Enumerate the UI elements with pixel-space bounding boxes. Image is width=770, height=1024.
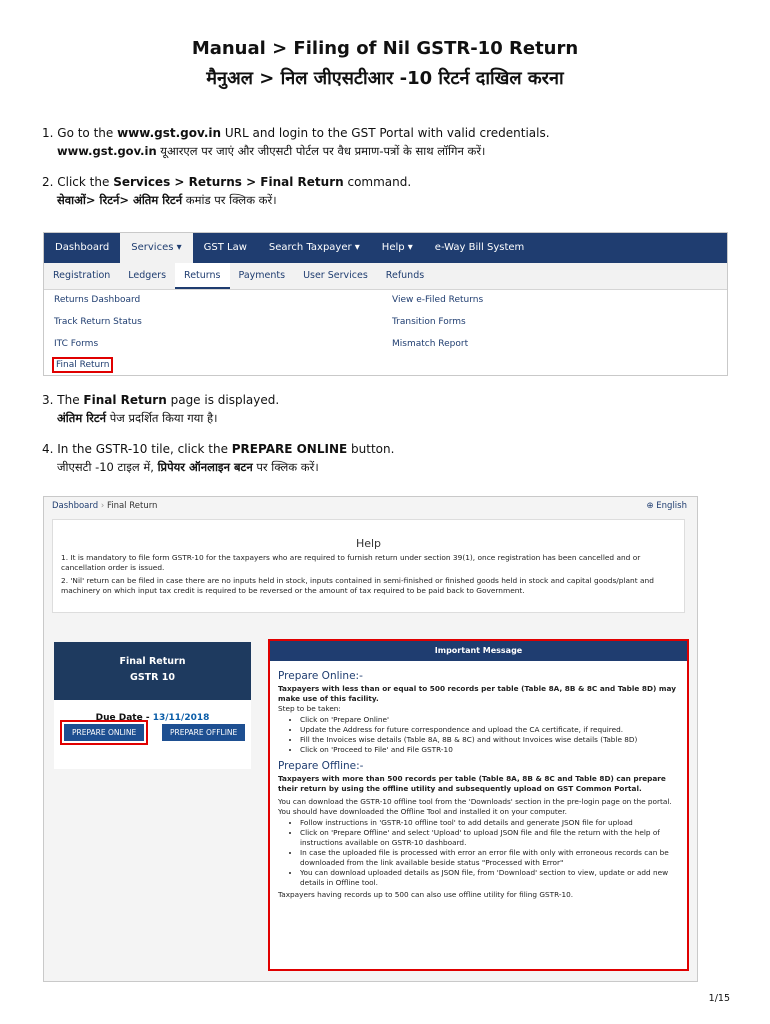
tile-header	[54, 642, 251, 700]
link-view-efiled-returns[interactable]: View e-Filed Returns	[392, 295, 484, 305]
prepare-offline-text: You can download the GSTR-10 offline tool from the 'Downloads' section in the pre-login page on the portal. You should have downloaded the Offline Tool and installed it on your computer.	[278, 797, 672, 816]
title-english: Manual > Filing of Nil GSTR-10 Return	[191, 38, 579, 59]
step-2: 2. Click the Services > Returns > Final Return command. सेवाओं> रिटर्न> अंतिम रिटर्न कमांड पर क्लिक करें।	[42, 175, 412, 207]
globe-icon: ⊕	[646, 501, 654, 511]
step-1: 1. Go to the www.gst.gov.in URL and login to the GST Portal with valid credentials. www.gst.gov.in यूआरएल पर जाएं और जीएसटी पोर्टल पर वैध प्रमाण-पत्रों के साथ लॉगिन करें।	[42, 126, 550, 158]
nav-search-taxpayer[interactable]: Search Taxpayer ▾	[268, 242, 360, 253]
link-returns-dashboard[interactable]: Returns Dashboard	[54, 295, 141, 305]
title-hindi: मैनुअल > निल जीएसटीआर -10 रिटर्न दाखिल करना	[206, 68, 564, 89]
page-number: 1/15	[708, 993, 730, 1004]
nav-services[interactable]: Services ▾	[120, 233, 192, 263]
sub-nav	[44, 263, 727, 290]
message-title: Important Message	[270, 641, 687, 661]
tile-title: Final Return	[119, 656, 186, 667]
help-panel	[52, 519, 685, 613]
portal-menu-screenshot	[43, 232, 728, 376]
prepare-online-button[interactable]: PREPARE ONLINE	[64, 724, 144, 741]
breadcrumb-separator: ›	[100, 501, 105, 511]
breadcrumb-dashboard[interactable]: Dashboard	[52, 501, 99, 511]
language-selector[interactable]: ⊕ English	[646, 501, 687, 511]
prepare-offline-footer: Taxpayers having records up to 500 can also use offline utility for filing GSTR-10.	[278, 890, 574, 899]
important-message-panel	[268, 639, 689, 971]
link-mismatch-report[interactable]: Mismatch Report	[392, 339, 469, 349]
subnav-ledgers[interactable]: Ledgers	[128, 270, 167, 281]
help-item-2: 2. 'Nil' return can be filed in case there are no inputs held in stock, inputs contained in semi-finished or finished goods held in stock and capital goods/plant and machinery on which input tax credit is required to be reversed or the amount of tax required to be paid back to Government.	[61, 576, 654, 595]
prepare-offline-steps	[278, 818, 679, 888]
list-item: • Fill the Invoices wise details (Table 8A, 8B & 8C) and without Invoices wise details (Table 8D)	[300, 735, 679, 745]
list-item: • Click on 'Proceed to File' and File GSTR-10	[300, 745, 679, 755]
list-item: • You can download uploaded details as JSON file, from 'Download' section to view, update or add new details in Offline tool.	[300, 868, 679, 888]
subnav-payments[interactable]: Payments	[238, 270, 286, 281]
subnav-registration[interactable]: Registration	[53, 270, 111, 281]
subnav-returns[interactable]: Returns	[175, 263, 229, 289]
returns-menu-links	[44, 290, 727, 376]
link-transition-forms[interactable]: Transition Forms	[392, 317, 466, 327]
nav-eway-bill[interactable]: e-Way Bill System	[434, 242, 525, 253]
subnav-user-services[interactable]: User Services	[303, 270, 368, 281]
gstr10-tile	[54, 642, 251, 769]
subnav-refunds[interactable]: Refunds	[385, 270, 425, 281]
final-return-screenshot	[43, 496, 698, 982]
step-4: 4. In the GSTR-10 tile, click the PREPARE ONLINE button. जीएसटी -10 टाइल में, प्रिपेयर ऑनलाइन बटन पर क्लिक करें।	[42, 442, 395, 474]
help-title: Help	[355, 537, 382, 550]
list-item: • In case the uploaded file is processed with error an error file with only with erroneous records can be downloaded from the link available beside status "Processed with Error"	[300, 848, 679, 868]
due-date: Due Date - 13/11/2018	[95, 713, 210, 723]
link-final-return[interactable]: Final Return	[52, 357, 113, 373]
prepare-offline-note: Taxpayers with more than 500 records per table (Table 8A, 8B & 8C and Table 8D) can prepare their return by using the offline utility and subsequently upload on GST Common Portal.	[278, 774, 666, 793]
main-nav	[44, 233, 727, 263]
link-track-return-status[interactable]: Track Return Status	[54, 317, 142, 327]
list-item: • Click on 'Prepare Offline' and select 'Upload' to upload JSON file and file the return with the help of instructions available on GSTR-10 dashboard.	[300, 828, 679, 848]
breadcrumb	[52, 501, 157, 511]
prepare-offline-heading: Prepare Offline:-	[278, 760, 364, 772]
prepare-online-note: Taxpayers with less than or equal to 500 records per table (Table 8A, 8B & 8C and Table 8D) may make use of this facility.	[278, 684, 676, 703]
list-item: • Click on 'Prepare Online'	[300, 715, 679, 725]
link-itc-forms[interactable]: ITC Forms	[54, 339, 99, 349]
prepare-online-heading: Prepare Online:-	[278, 670, 363, 682]
nav-dashboard[interactable]: Dashboard	[55, 242, 110, 253]
breadcrumb-final-return: Final Return	[106, 501, 158, 511]
help-item-1: 1. It is mandatory to file form GSTR-10 for the taxpayers who are required to furnish return under section 39(1), once registration has been cancelled and or cancellation order is issued.	[61, 553, 641, 572]
list-item: • Follow instructions in 'GSTR-10 offline tool' to add details and generate JSON file for upload	[300, 818, 679, 828]
nav-gst-law[interactable]: GST Law	[203, 242, 247, 253]
list-item: • Update the Address for future correspondence and upload the CA certificate, if required.	[300, 725, 679, 735]
prepare-offline-button[interactable]: PREPARE OFFLINE	[162, 724, 245, 741]
step-3: 3. The Final Return page is displayed. अंतिम रिटर्न पेज प्रदर्शित किया गया है।	[42, 393, 280, 425]
tile-subtitle: GSTR 10	[130, 672, 175, 683]
nav-help[interactable]: Help ▾	[381, 242, 413, 253]
steps-label: Step to be taken:	[278, 704, 341, 713]
prepare-online-steps	[278, 715, 679, 755]
